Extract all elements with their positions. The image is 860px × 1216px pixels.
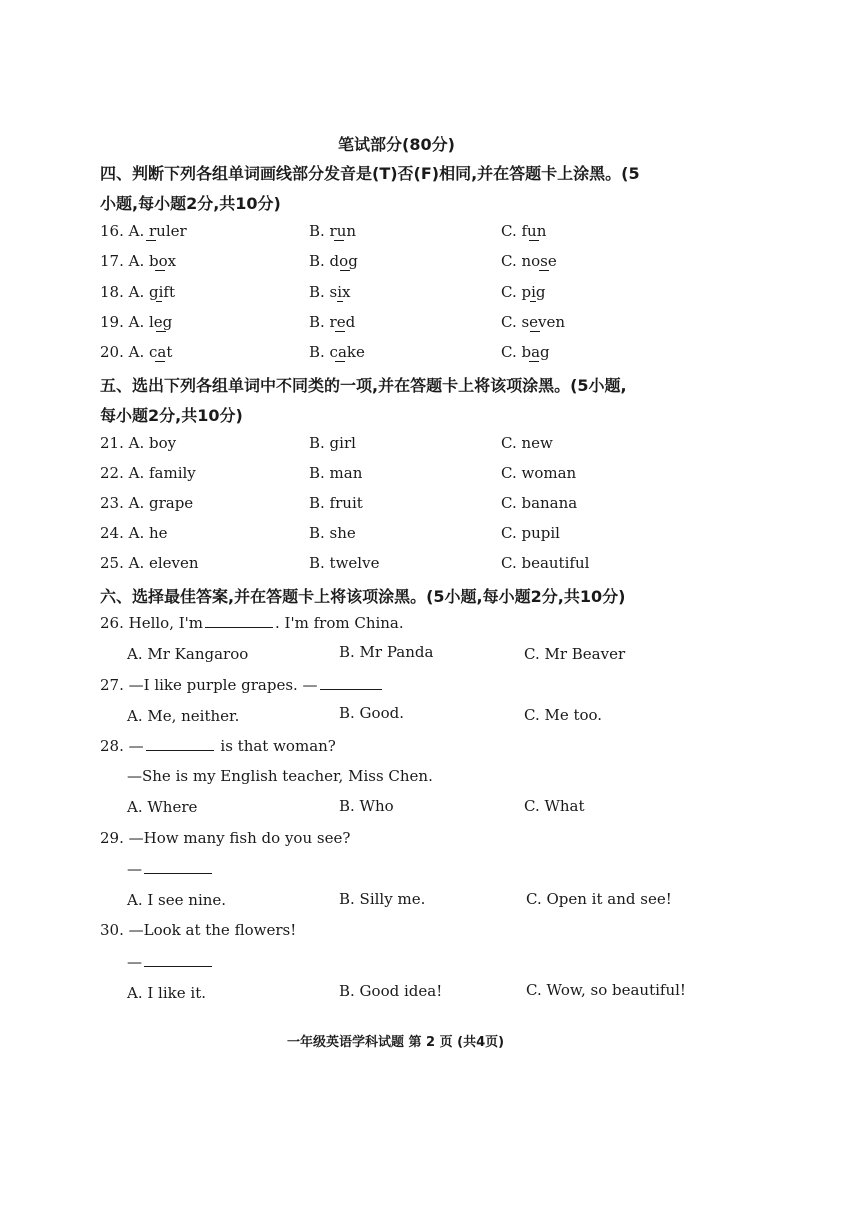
pronunciation-underline bbox=[530, 301, 536, 302]
pronunciation-underline bbox=[529, 240, 539, 241]
q19-option-c: C. seven bbox=[501, 313, 566, 331]
q23-option-a: 23. A. grape bbox=[100, 494, 194, 512]
q25-option-c: C. beautiful bbox=[501, 554, 590, 572]
q27-option-a: A. Me, neither. bbox=[127, 707, 240, 725]
q29-option-c: C. Open it and see! bbox=[526, 890, 672, 908]
pronunciation-underline bbox=[146, 240, 156, 241]
pronunciation-underline bbox=[155, 270, 165, 271]
pronunciation-underline bbox=[156, 331, 166, 332]
q17-option-b: B. dog bbox=[309, 252, 358, 270]
q30-option-c: C. Wow, so beautiful! bbox=[526, 981, 686, 999]
q17-option-a: 17. A. box bbox=[100, 252, 177, 270]
q29-answer-blank bbox=[144, 861, 212, 874]
q24-option-a: 24. A. he bbox=[100, 524, 168, 542]
pronunciation-underline bbox=[530, 331, 540, 332]
section5-heading-line2: 每小题2分,共10分) bbox=[100, 406, 243, 425]
q20-option-a: 20. A. cat bbox=[100, 343, 173, 361]
q27-stem-text: 27. —I like purple grapes. — bbox=[100, 676, 318, 694]
pronunciation-underline bbox=[337, 301, 343, 302]
q16-option-b: B. run bbox=[309, 222, 357, 240]
q27-option-b: B. Good. bbox=[339, 704, 404, 722]
q19-option-b: B. red bbox=[309, 313, 356, 331]
q24-option-c: C. pupil bbox=[501, 524, 560, 542]
q26-option-a: A. Mr Kangaroo bbox=[127, 645, 249, 663]
q29-stem: 29. —How many fish do you see? bbox=[100, 829, 351, 847]
q22-option-a: 22. A. family bbox=[100, 464, 196, 482]
section5-heading-line1: 五、选出下列各组单词中不同类的一项,并在答题卡上将该项涂黑。(5小题, bbox=[100, 376, 627, 395]
q29-option-b: B. Silly me. bbox=[339, 890, 426, 908]
q28-line2: —She is my English teacher, Miss Chen. bbox=[127, 767, 433, 785]
pronunciation-underline bbox=[529, 361, 539, 362]
q16-option-c: C. fun bbox=[501, 222, 547, 240]
q17-option-c: C. nose bbox=[501, 252, 557, 270]
section6-heading: 六、选择最佳答案,并在答题卡上将该项涂黑。(5小题,每小题2分,共10分) bbox=[100, 587, 626, 606]
q25-option-b: B. twelve bbox=[309, 554, 380, 572]
q30-answer-line bbox=[127, 953, 214, 971]
pronunciation-underline bbox=[335, 331, 345, 332]
q24-option-b: B. she bbox=[309, 524, 356, 542]
q28-option-c: C. What bbox=[524, 797, 585, 815]
q30-option-a: A. I like it. bbox=[127, 984, 206, 1002]
q19-option-a: 19. A. leg bbox=[100, 313, 173, 331]
q21-option-a: 21. A. boy bbox=[100, 434, 177, 452]
pronunciation-underline bbox=[335, 361, 345, 362]
q18-option-a: 18. A. gift bbox=[100, 283, 175, 301]
q28-stem-post: is that woman? bbox=[220, 737, 336, 755]
q28-option-a: A. Where bbox=[127, 798, 198, 816]
q20-option-b: B. cake bbox=[309, 343, 365, 361]
q23-option-c: C. banana bbox=[501, 494, 578, 512]
q20-option-c: C. bag bbox=[501, 343, 550, 361]
q30-stem: 30. —Look at the flowers! bbox=[100, 921, 297, 939]
page-title: 笔试部分(80分) bbox=[338, 135, 455, 154]
q22-option-b: B. man bbox=[309, 464, 363, 482]
q26-option-b: B. Mr Panda bbox=[339, 643, 434, 661]
pronunciation-underline bbox=[340, 270, 350, 271]
q26-stem bbox=[100, 614, 404, 632]
q21-option-c: C. new bbox=[501, 434, 553, 452]
q27-answer-blank bbox=[320, 677, 382, 690]
q18-option-c: C. pig bbox=[501, 283, 546, 301]
q26-stem-pre: 26. Hello, I'm bbox=[100, 614, 204, 632]
pronunciation-underline bbox=[156, 301, 162, 302]
q23-option-b: B. fruit bbox=[309, 494, 363, 512]
q27-stem bbox=[100, 676, 384, 694]
pronunciation-underline bbox=[539, 270, 549, 271]
q26-stem-post: . I'm from China. bbox=[275, 614, 404, 632]
q29-answer-line bbox=[127, 860, 214, 878]
q16-option-a: 16. A. ruler bbox=[100, 222, 187, 240]
q30-option-b: B. Good idea! bbox=[339, 982, 443, 1000]
q28-answer-blank bbox=[146, 738, 214, 751]
pronunciation-underline bbox=[334, 240, 344, 241]
q30-dash: — bbox=[127, 953, 142, 971]
q28-stem bbox=[100, 737, 336, 755]
q29-option-a: A. I see nine. bbox=[127, 891, 227, 909]
q27-option-c: C. Me too. bbox=[524, 706, 603, 724]
q28-option-b: B. Who bbox=[339, 797, 394, 815]
pronunciation-underline bbox=[155, 361, 165, 362]
section4-heading-line1: 四、判断下列各组单词画线部分发音是(T)否(F)相同,并在答题卡上涂黑。(5 bbox=[100, 164, 640, 183]
page-footer: 一年级英语学科试题 第 2 页 (共4页) bbox=[287, 1035, 505, 1050]
q26-option-c: C. Mr Beaver bbox=[524, 645, 626, 663]
q22-option-c: C. woman bbox=[501, 464, 577, 482]
q25-option-a: 25. A. eleven bbox=[100, 554, 199, 572]
q30-answer-blank bbox=[144, 954, 212, 967]
q21-option-b: B. girl bbox=[309, 434, 356, 452]
q18-option-b: B. six bbox=[309, 283, 351, 301]
q26-answer-blank bbox=[205, 615, 273, 628]
q28-stem-pre: 28. — bbox=[100, 737, 144, 755]
section4-heading-line2: 小题,每小题2分,共10分) bbox=[100, 194, 281, 213]
q29-dash: — bbox=[127, 860, 142, 878]
